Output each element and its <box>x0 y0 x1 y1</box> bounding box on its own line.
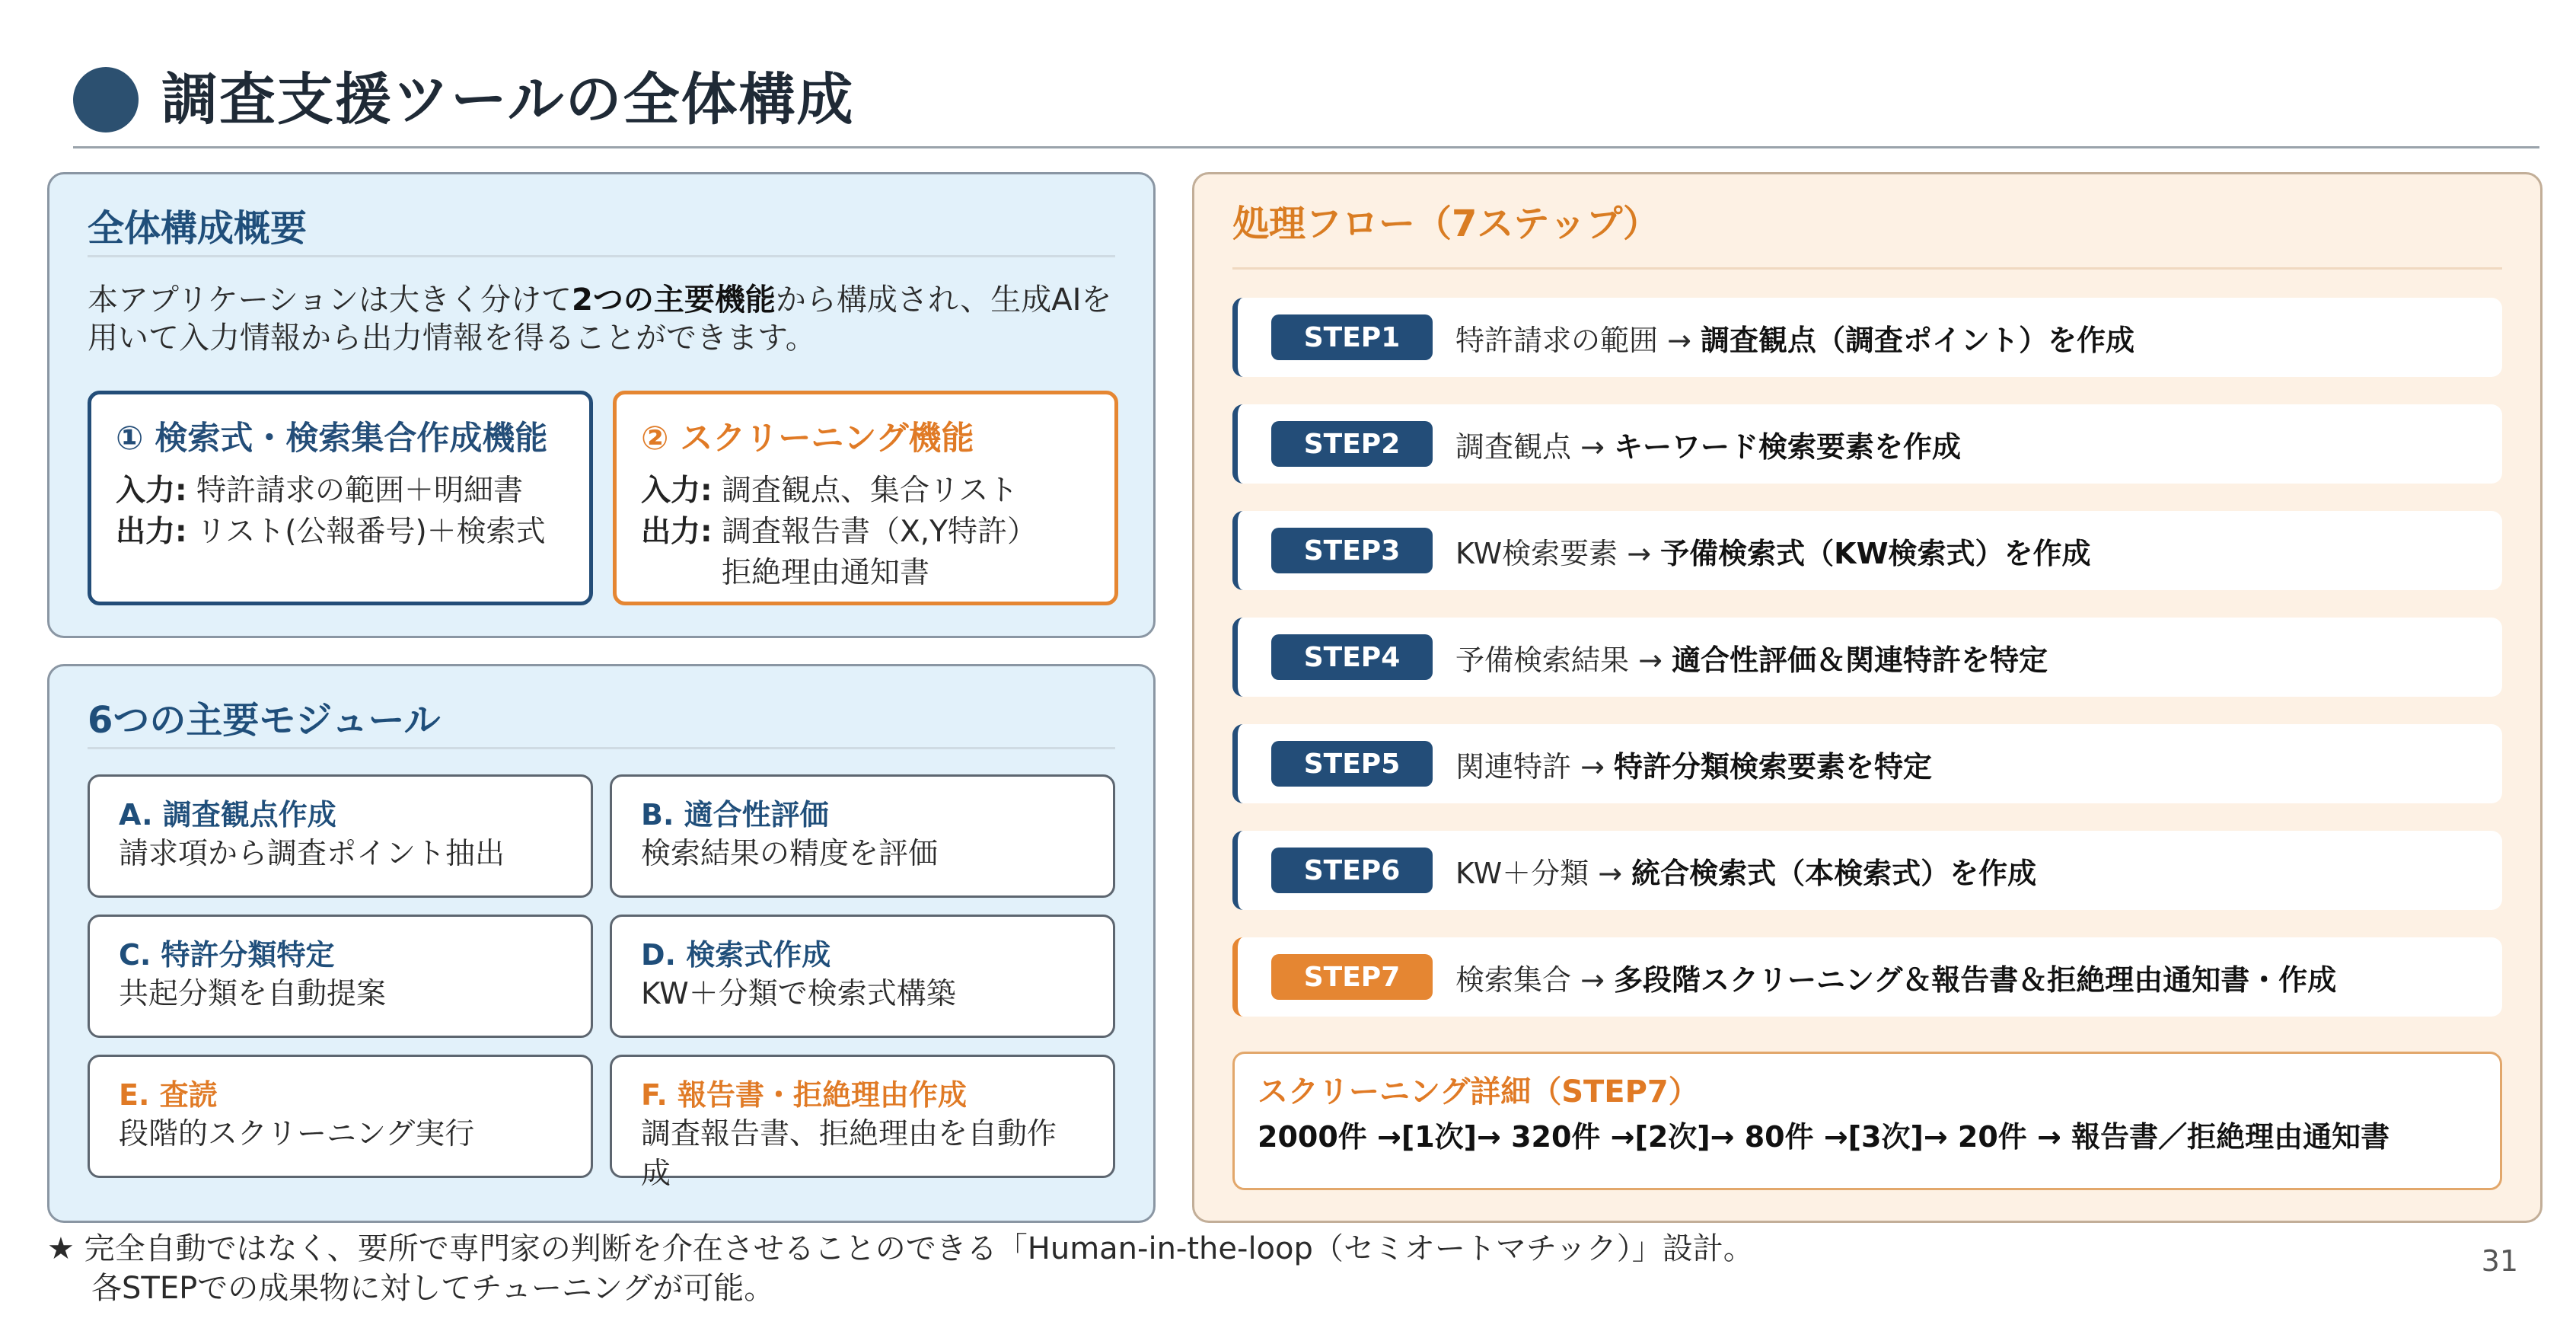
step-text <box>1455 530 2091 572</box>
step-text <box>1455 637 2048 678</box>
step-input: KW＋分類 → <box>1455 856 1632 890</box>
step-row <box>1232 724 2502 803</box>
title-divider <box>73 146 2539 148</box>
screening-detail-text: 2000件 →[1次]→ 320件 →[2次]→ 80件 →[3次]→ 20件 → 報告書／拒絶理由通知書 <box>1258 1120 2390 1154</box>
module-card <box>610 1055 1115 1191</box>
module-title: A. 調査観点作成 <box>119 798 336 832</box>
module-title: E. 査読 <box>119 1078 218 1112</box>
feature-card-screening <box>613 391 1118 605</box>
step-row <box>1232 404 2502 484</box>
step-output: キーワード検索要素を作成 <box>1614 429 1962 464</box>
module-desc: 調査報告書、拒絶理由を自動作成 <box>641 1117 1057 1191</box>
module-title: F. 報告書・拒絶理由作成 <box>641 1078 968 1112</box>
overview-desc-post: から構成され、生成AIを用いて入力情報から出力情報を得ることができます。 <box>88 283 1112 356</box>
step-badge: STEP5 <box>1271 741 1433 787</box>
step-input: 予備検索結果 → <box>1455 643 1672 677</box>
flow-heading: 処理フロー（7ステップ） <box>1232 197 2502 270</box>
step-text <box>1455 423 1961 465</box>
output-value: リスト(公報番号)＋検索式 <box>196 515 546 549</box>
modules-panel <box>47 664 1156 1223</box>
step-input: KW検索要素 → <box>1455 536 1661 570</box>
module-card <box>88 915 593 1038</box>
module-desc: 段階的スクリーニング実行 <box>119 1117 475 1151</box>
title-bullet <box>73 67 139 132</box>
step-badge: STEP2 <box>1271 421 1433 467</box>
module-card <box>610 915 1115 1038</box>
step-output: 調査観点（調査ポイント）を作成 <box>1701 323 2135 357</box>
module-desc: KW＋分類で検索式構築 <box>641 977 956 1011</box>
feature-output-row <box>116 512 565 553</box>
module-desc: 共起分類を自動提案 <box>119 977 387 1011</box>
module-desc: 検索結果の精度を評価 <box>641 837 939 871</box>
feature-input-row <box>116 471 565 512</box>
step-output: 予備検索式（KW検索式）を作成 <box>1660 536 2091 570</box>
step-row <box>1232 511 2502 590</box>
output-value: 調査報告書（X,Y特許） 拒絶理由通知書 <box>722 515 1037 590</box>
step-output: 統合検索式（本検索式）を作成 <box>1631 856 2037 890</box>
step-output: 多段階スクリーニング＆報告書＆拒絶理由通知書・作成 <box>1614 962 2337 997</box>
input-value: 調査観点、集合リスト <box>722 474 1019 508</box>
feature-input-row <box>641 471 1090 512</box>
module-card <box>88 1055 593 1178</box>
footnote-line-2: 各STEPでの成果物に対してチューニングが可能。 <box>91 1271 775 1306</box>
overview-desc-pre: 本アプリケーションは大きく分けて <box>88 283 572 318</box>
step-input: 検索集合 → <box>1455 962 1614 997</box>
step-text <box>1455 743 1932 785</box>
step-badge: STEP1 <box>1271 314 1433 360</box>
step-row <box>1232 618 2502 697</box>
feature-card-search <box>88 391 593 605</box>
step-input: 特許請求の範囲 → <box>1455 323 1701 357</box>
step-row-highlight <box>1232 937 2502 1017</box>
feature-title: ① 検索式・検索集合作成機能 <box>116 420 548 458</box>
module-title: D. 検索式作成 <box>641 938 831 972</box>
module-desc: 請求項から調査ポイント抽出 <box>119 837 505 871</box>
step-badge: STEP3 <box>1271 528 1433 573</box>
step-text <box>1455 850 2036 892</box>
feature-output-row <box>641 512 1090 594</box>
step-badge: STEP7 <box>1271 954 1433 1000</box>
screening-detail-heading: スクリーニング詳細（STEP7） <box>1258 1074 1699 1109</box>
input-value: 特許請求の範囲＋明細書 <box>196 474 524 508</box>
step-input: 関連特許 → <box>1455 749 1614 784</box>
modules-heading: 6つの主要モジュール <box>88 694 1115 749</box>
page-title: 調査支援ツールの全体構成 <box>161 67 855 132</box>
step-text <box>1455 317 2134 359</box>
module-card <box>88 774 593 898</box>
flow-panel <box>1192 172 2543 1223</box>
input-label: 入力: <box>641 474 713 508</box>
step-text <box>1455 956 2336 998</box>
step-input: 調査観点 → <box>1455 429 1614 464</box>
screening-detail-box <box>1232 1052 2502 1190</box>
module-card <box>610 774 1115 898</box>
feature-title: ② スクリーニング機能 <box>641 420 974 458</box>
step-output: 適合性評価＆関連特許を特定 <box>1672 643 2048 677</box>
footnote <box>47 1229 1754 1308</box>
overview-description <box>88 281 1123 357</box>
input-label: 入力: <box>116 474 187 508</box>
step-row <box>1232 831 2502 910</box>
step-output: 特許分類検索要素を特定 <box>1614 749 1933 784</box>
step-badge: STEP4 <box>1271 634 1433 680</box>
step-row <box>1232 298 2502 377</box>
module-title: C. 特許分類特定 <box>119 938 335 972</box>
output-label: 出力: <box>116 515 187 549</box>
step-badge: STEP6 <box>1271 848 1433 893</box>
module-title: B. 適合性評価 <box>641 798 829 832</box>
page-number: 31 <box>2481 1244 2518 1278</box>
output-label: 出力: <box>641 515 713 549</box>
overview-desc-bold: 2つの主要機能 <box>572 283 776 318</box>
overview-panel <box>47 172 1156 638</box>
footnote-line-1: ★ 完全自動ではなく、要所で専門家の判断を介在させることのできる「Human-in-the-loop（セミオートマチック）」設計。 <box>47 1231 1754 1266</box>
overview-heading: 全体構成概要 <box>88 202 1115 257</box>
